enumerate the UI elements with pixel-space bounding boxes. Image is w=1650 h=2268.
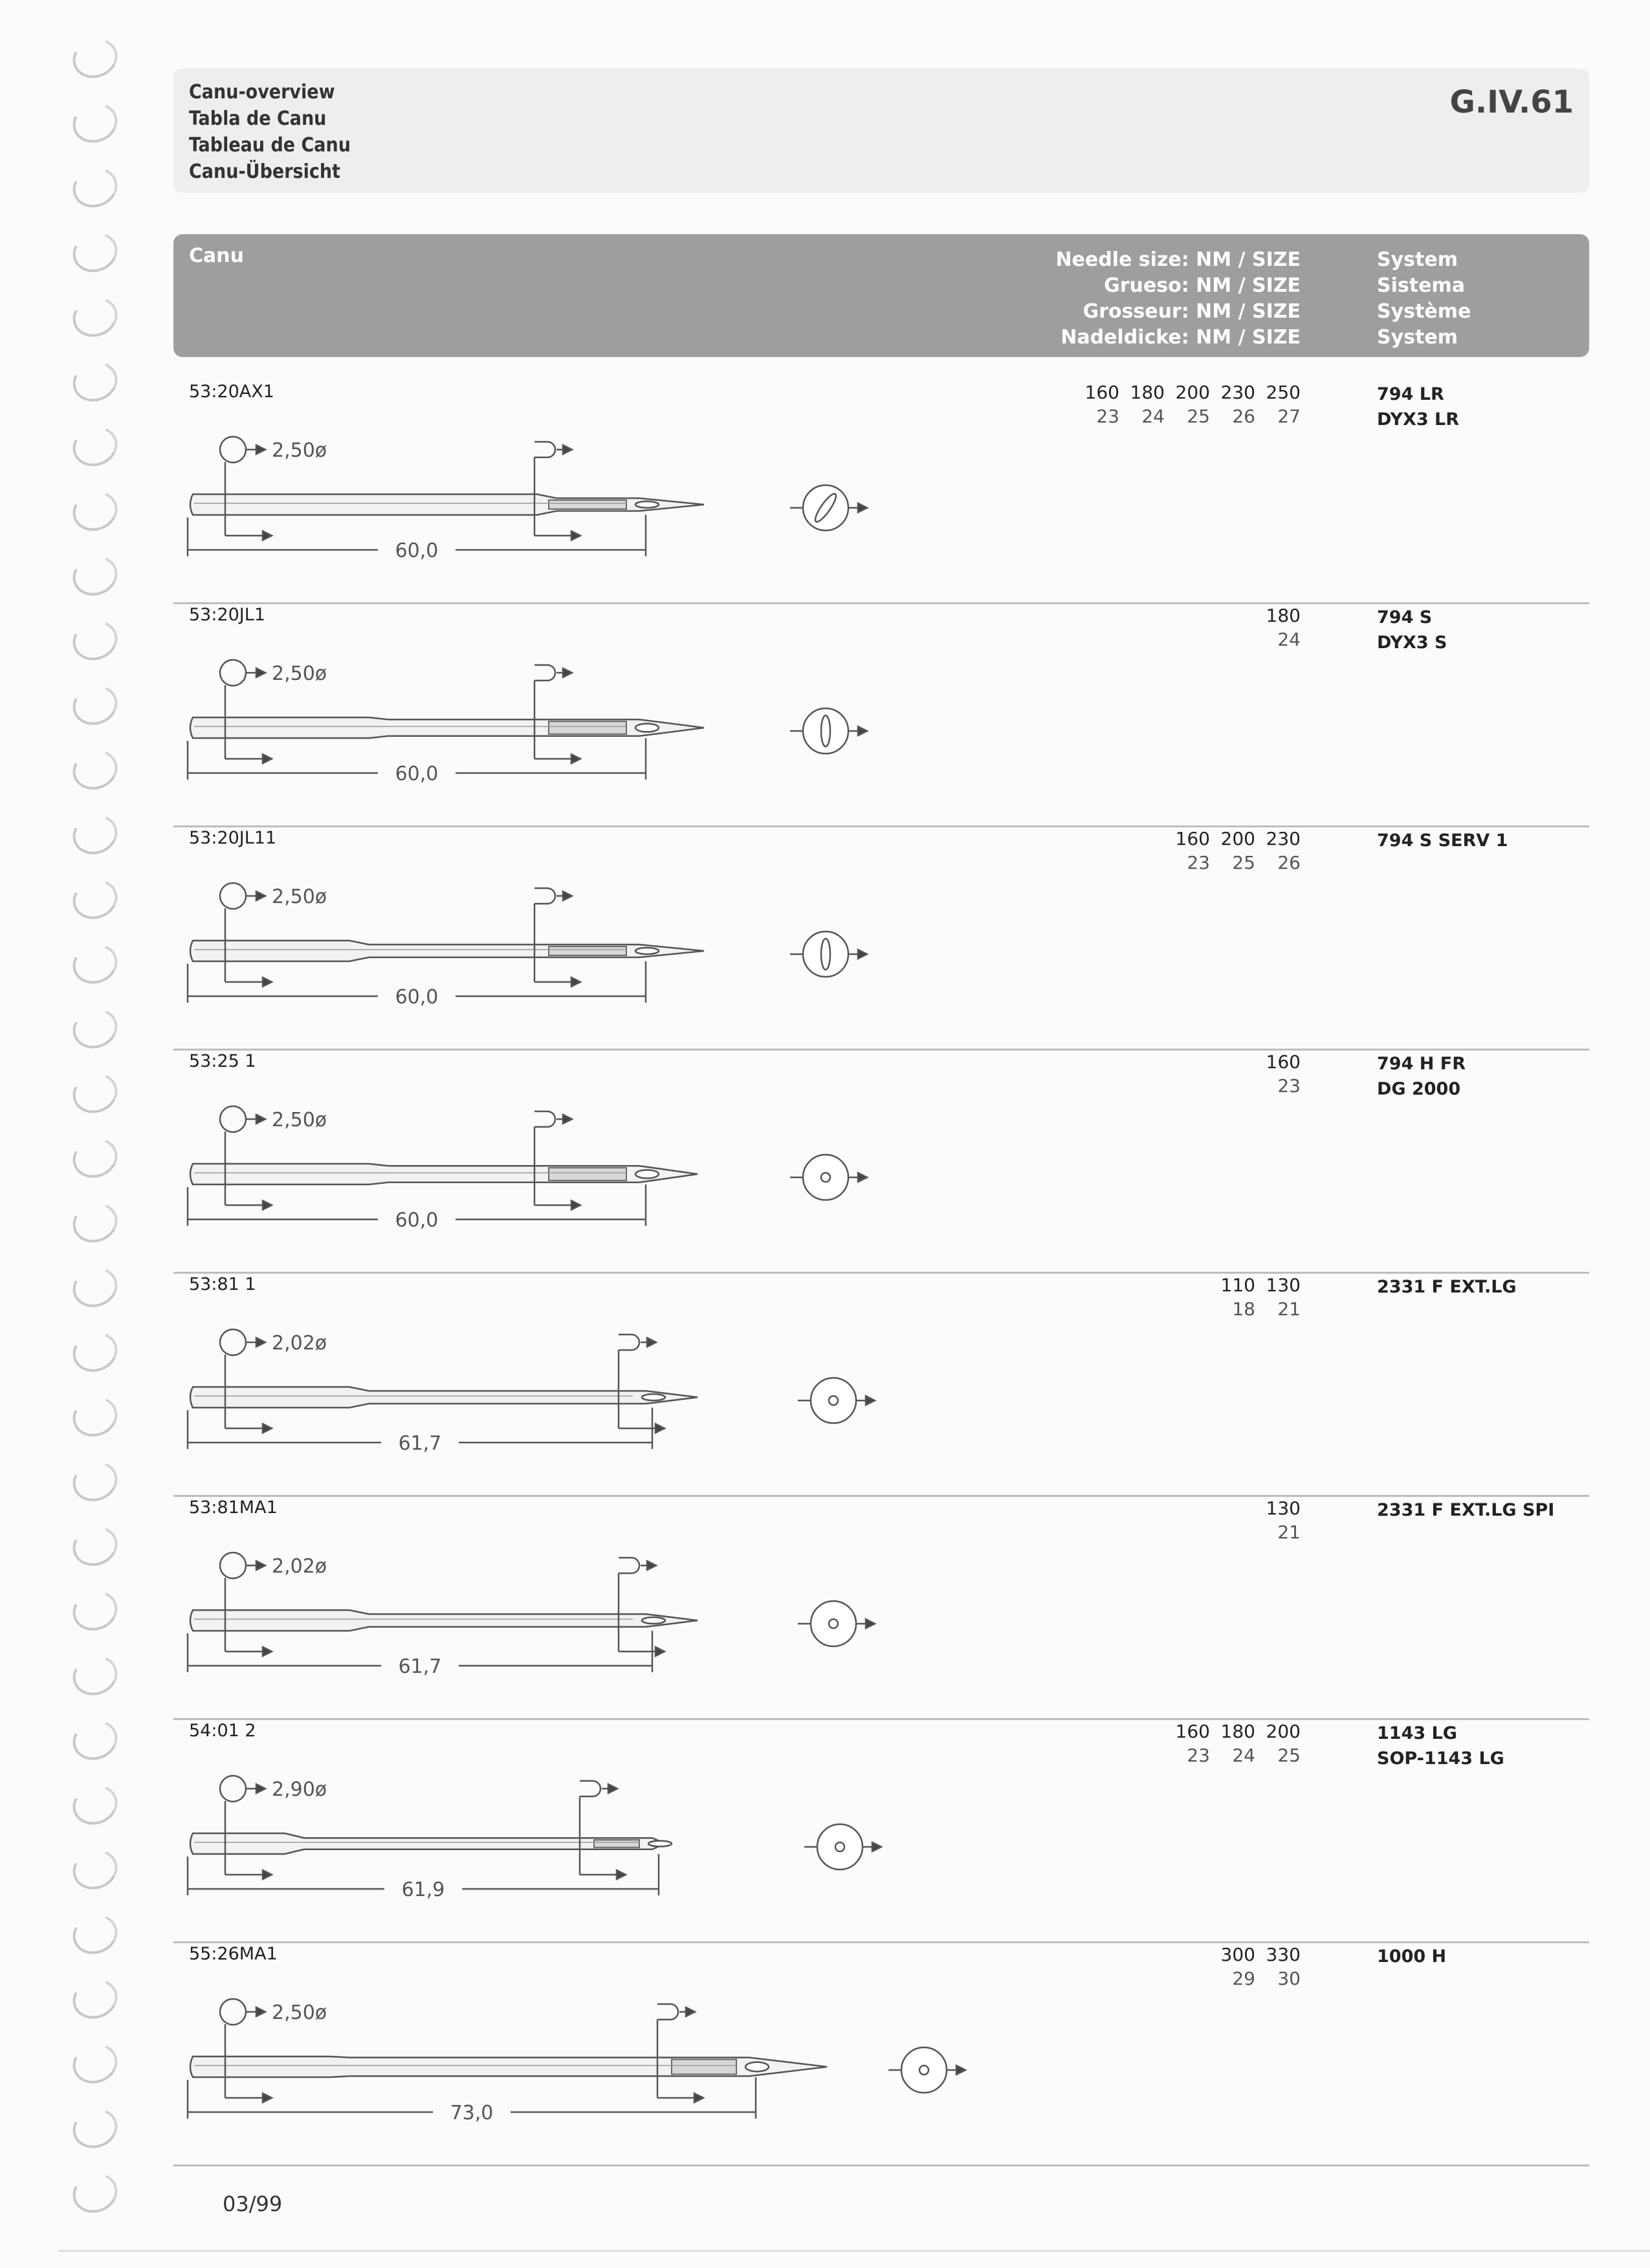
system-de: System [1377,326,1458,349]
needle-drawing [173,867,1144,1041]
groove-marker [657,2004,678,2020]
nm-value: 130 [1266,1498,1301,1519]
eye-symbol-circle [901,2047,947,2093]
needle-eye [745,2062,769,2071]
nm-value: 250 [1266,382,1301,403]
groove-guide-arrow [655,1424,665,1433]
groove-marker [619,1335,639,1350]
eye-symbol-circle [817,1824,863,1870]
groove-marker [580,1781,600,1796]
system-name: 1143 LG [1377,1723,1457,1743]
diameter-arrow [256,2007,265,2016]
needle-drawing [173,1090,1144,1265]
needle-eye [642,1394,665,1401]
size-value: 23 [1187,852,1210,873]
needle-shank [190,1387,698,1408]
diameter-label: 2,50ø [272,1109,327,1131]
nm-values [1165,828,1301,849]
needle-drawing [173,1313,1144,1488]
binder-ring [67,1908,123,1960]
row-divider [173,1272,1589,1274]
groove-marker [534,442,555,457]
needle-drawing [173,1536,1144,1711]
length-label: 60,0 [395,986,439,1009]
needle-eye [635,948,659,954]
binder-ring [67,291,123,343]
nm-value: 230 [1266,828,1301,849]
system-names [1377,1274,1517,1300]
groove-arrow [647,1561,656,1570]
needle-drawing [173,1983,1144,2157]
diameter-label: 2,02ø [272,1332,327,1355]
diameter-circle [220,437,246,463]
diameter-label: 2,90ø [272,1778,327,1801]
binder-ring [67,97,123,149]
binder-ring [67,1456,123,1507]
length-label: 60,0 [395,763,439,785]
groove-guide-arrow [655,1647,665,1656]
groove-arrow [647,1338,656,1347]
diameter-circle [220,660,246,686]
size-value: 26 [1232,406,1255,427]
diameter-arrow [256,1784,265,1793]
needle-row [173,1274,1589,1497]
system-name: 794 H FR [1377,1054,1466,1074]
size-value: 23 [1187,1745,1210,1766]
binder-ring [67,2102,123,2154]
size-value: 23 [1096,406,1119,427]
binder-ring [67,1197,123,1248]
diameter-guide-arrow [263,977,272,987]
binder-ring [67,485,123,537]
groove-guide-arrow [617,1870,626,1879]
eye-symbol-arrow [866,1619,875,1628]
needle-sizes [1210,1944,1301,1989]
nm-value: 300 [1220,1944,1255,1965]
groove-guide-arrow [571,754,580,763]
needle-row [173,1721,1589,1943]
needle-groove [549,500,626,509]
eye-symbol-circle [811,1378,856,1423]
diameter-guide-arrow [263,2093,272,2102]
footer-date: 03/99 [223,2192,283,2216]
eye-symbol-arrow [872,1842,881,1851]
diameter-guide-arrow [263,1201,272,1210]
diameter-circle [220,1106,246,1132]
system-names [1377,605,1447,655]
nm-value: 160 [1266,1051,1301,1073]
diameter-label: 2,02ø [272,1555,327,1578]
binder-ring [67,162,123,213]
diameter-guide-arrow [263,531,272,540]
nm-values [1255,1051,1301,1073]
size-value: 29 [1232,1968,1255,1989]
groove-guide-arrow [571,531,580,540]
needle-size-en: Needle size: NM / SIZE [1055,248,1301,271]
size-values [1255,1075,1301,1096]
system-names [1377,1498,1554,1523]
binder-ring [67,420,123,472]
diameter-arrow [256,1561,265,1570]
needle-size-es: Grueso: NM / SIZE [1104,274,1301,297]
nm-value: 200 [1175,382,1210,403]
needle-eye [635,724,659,732]
diameter-circle [220,1776,246,1802]
title-de: Canu-Übersicht [189,160,340,183]
binder-ring [67,1067,123,1119]
groove-arrow [563,1115,572,1124]
size-value: 21 [1277,1521,1301,1543]
diameter-label: 2,50ø [272,2001,327,2024]
binder-ring [67,1003,123,1054]
binder-ring [67,1585,123,1637]
diameter-guide-arrow [263,1647,272,1656]
binder-ring [67,2167,123,2219]
eye-symbol-arrow [858,726,867,736]
system-names [1377,1051,1466,1102]
size-value: 24 [1232,1745,1255,1766]
nm-value: 180 [1130,382,1165,403]
binder-ring [67,1650,123,1701]
needle-groove [549,1168,626,1181]
length-label: 61,9 [401,1879,445,1901]
needle-groove [549,946,626,955]
size-value: 26 [1277,852,1301,873]
needle-code: 53:20JL1 [189,605,265,625]
groove-guide-arrow [694,2093,703,2102]
binder-ring [67,1779,123,1831]
size-value: 25 [1277,1745,1301,1766]
needle-row [173,382,1589,604]
diameter-label: 2,50ø [272,439,327,462]
system-names [1377,382,1459,432]
eye-symbol-arrow [858,950,867,959]
row-divider [173,1718,1589,1720]
header-titles [189,79,351,185]
size-value: 24 [1141,406,1165,427]
needle-row [173,1498,1589,1720]
nm-value: 160 [1175,1721,1210,1742]
size-value: 27 [1277,406,1301,427]
diameter-label: 2,50ø [272,662,327,685]
needle-diagram [188,883,867,1009]
needle-row [173,1051,1589,1274]
binder-ring [67,356,123,408]
needle-drawing [173,1760,1144,1934]
nm-value: 160 [1084,382,1119,403]
nm-value: 230 [1220,382,1255,403]
diameter-circle [220,1329,246,1355]
system-name: 794 S [1377,607,1433,627]
groove-marker [534,888,555,904]
system-name: 794 S SERV 1 [1377,831,1508,851]
groove-guide-arrow [571,1201,580,1210]
eye-symbol-circle [811,1601,856,1646]
needle-sizes [1255,1051,1301,1096]
row-divider [173,602,1589,604]
nm-values [1210,1274,1301,1296]
needle-diagram [188,1999,965,2124]
nm-values [1255,1498,1301,1519]
length-label: 73,0 [450,2102,494,2124]
length-label: 61,7 [398,1655,442,1678]
binder-rings [72,39,131,2238]
needle-sizes [1165,1721,1301,1766]
groove-arrow [608,1784,617,1793]
needle-code: 53:81MA1 [189,1498,278,1518]
needle-code: 53:81 1 [189,1274,256,1294]
binder-ring [67,32,123,84]
eye-symbol-circle [803,1155,848,1200]
nm-values [1255,605,1301,626]
diameter-guide-arrow [263,1870,272,1879]
binder-ring [67,1844,123,1895]
title-es: Tabla de Canu [189,107,327,130]
needle-drawing [173,420,1144,595]
needle-shank [190,1610,698,1631]
diameter-arrow [256,668,265,677]
row-divider [173,1941,1589,1943]
system-name: DYX3 S [1377,633,1447,653]
groove-arrow [563,668,572,677]
system-name: 2331 F EXT.LG [1377,1277,1517,1297]
title-en: Canu-overview [189,81,335,104]
diameter-circle [220,1999,246,2025]
binder-ring [67,1714,123,1766]
size-values [1255,1521,1301,1543]
needle-diagram [188,437,867,562]
size-values [1255,629,1301,650]
diameter-guide-arrow [263,1424,272,1433]
needle-code: 55:26MA1 [189,1944,278,1964]
needle-code: 53:20AX1 [189,382,274,402]
groove-marker [534,665,555,681]
needle-size-fr: Grosseur: NM / SIZE [1083,300,1301,323]
groove-guide-arrow [571,977,580,987]
size-value: 21 [1277,1298,1301,1320]
length-label: 60,0 [395,1209,439,1232]
diameter-circle [220,883,246,909]
binder-ring [67,1391,123,1443]
page-code: G.IV.61 [1449,84,1574,120]
size-value: 25 [1187,406,1210,427]
system-name: DG 2000 [1377,1079,1461,1099]
needle-groove [672,2060,736,2075]
groove-arrow [563,445,572,454]
binder-ring [67,226,123,278]
row-divider [173,825,1589,827]
eye-symbol-arrow [858,1173,867,1182]
binder-ring [67,1520,123,1572]
needle-groove [594,1840,639,1848]
needle-diagram [188,1329,875,1455]
system-name: SOP-1143 LG [1377,1749,1504,1769]
needle-code: 53:20JL11 [189,828,277,848]
needle-diagram [188,1553,875,1678]
canu-column-label: Canu [189,245,244,267]
needle-drawing [173,644,1144,818]
binder-ring [67,1132,123,1184]
length-label: 60,0 [395,540,439,562]
page-header [173,69,1589,193]
page-edge [58,2250,1650,2252]
nm-values [1210,1944,1301,1965]
diameter-arrow [256,891,265,900]
size-value: 30 [1277,1968,1301,1989]
size-value: 23 [1277,1075,1301,1096]
size-values [1165,1745,1301,1766]
eye-symbol-circle [803,485,848,530]
binder-ring [67,679,123,731]
needle-code: 53:25 1 [189,1051,256,1071]
binder-ring [67,1973,123,2025]
row-divider [173,1495,1589,1497]
binder-ring [67,550,123,602]
needle-row [173,1944,1589,2166]
diameter-arrow [256,1115,265,1124]
system-fr: Système [1377,300,1471,323]
nm-value: 130 [1266,1274,1301,1296]
size-values [1210,1298,1301,1320]
needle-code: 54:01 2 [189,1721,256,1741]
system-es: Sistema [1377,274,1465,297]
groove-arrow [563,891,572,900]
needle-eye [635,501,659,508]
groove-marker [619,1558,639,1573]
needle-diagram [188,660,867,785]
system-name: 2331 F EXT.LG SPI [1377,1500,1555,1520]
diameter-arrow [256,445,265,454]
system-name: 794 LR [1377,384,1444,404]
needle-groove [549,721,626,734]
eye-symbol-arrow [866,1396,875,1405]
needle-row [173,828,1589,1051]
needle-sizes [1255,1498,1301,1543]
needle-diagram [188,1106,867,1232]
size-value: 25 [1232,852,1255,873]
needle-sizes [1255,605,1301,650]
needle-row [173,605,1589,827]
nm-value: 330 [1266,1944,1301,1965]
system-name: 1000 H [1377,1946,1447,1967]
needle-sizes [1165,828,1301,873]
eye-symbol-arrow [858,503,867,512]
needle-eye [635,1170,659,1179]
binder-ring [67,1261,123,1313]
nm-value: 200 [1266,1721,1301,1742]
length-label: 61,7 [398,1432,442,1455]
needle-diagram [188,1776,881,1901]
row-divider [173,1049,1589,1051]
groove-marker [534,1111,555,1127]
binder-ring [67,809,123,860]
system-names [1377,828,1508,853]
nm-value: 180 [1266,605,1301,626]
diameter-label: 2,50ø [272,886,327,908]
diameter-arrow [256,1338,265,1347]
eye-symbol-arrow [956,2066,965,2075]
needle-size-column-label [1055,247,1301,351]
nm-values [1074,382,1301,403]
nm-value: 180 [1220,1721,1255,1742]
title-fr: Tableau de Canu [189,134,351,157]
row-divider [173,2164,1589,2166]
binder-ring [67,744,123,796]
size-value: 24 [1277,629,1301,650]
groove-arrow [686,2007,695,2016]
size-values [1210,1968,1301,1989]
diameter-circle [220,1553,246,1578]
system-column-label [1377,247,1471,351]
needle-sizes [1210,1274,1301,1320]
binder-ring [67,938,123,990]
nm-value: 110 [1220,1274,1255,1296]
needle-eye [648,1841,672,1847]
column-header-band [173,234,1589,357]
size-values [1165,852,1301,873]
system-name: DYX3 LR [1377,409,1459,430]
nm-values [1165,1721,1301,1742]
diameter-guide-arrow [263,754,272,763]
nm-value: 160 [1175,828,1210,849]
needle-size-de: Nadeldicke: NM / SIZE [1061,326,1301,349]
needle-eye [642,1617,665,1624]
system-en: System [1377,248,1458,271]
binder-ring [67,1326,123,1378]
binder-ring [67,2038,123,2089]
binder-ring [67,615,123,666]
system-names [1377,1721,1504,1771]
binder-ring [67,873,123,925]
size-value: 18 [1232,1298,1255,1320]
nm-value: 200 [1220,828,1255,849]
system-names [1377,1944,1446,1969]
